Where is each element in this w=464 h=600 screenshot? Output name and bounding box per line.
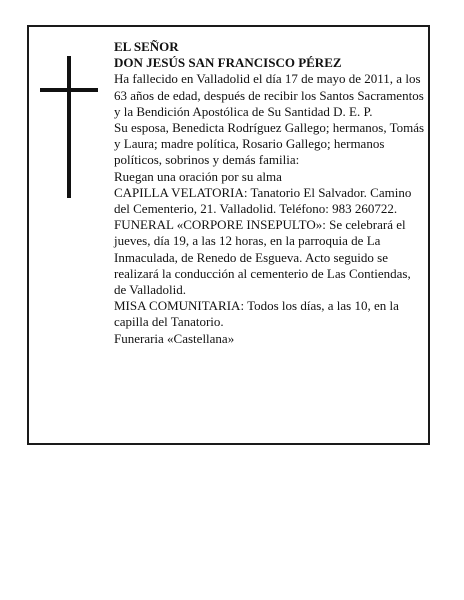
mass-info: MISA COMUNITARIA: Todos los días, a las 10, en la capilla del Tanatorio.: [114, 298, 399, 330]
funeral-info: FUNERAL «CORPORE INSEPULTO»: Se celebrará el jueves, día 19, a las 12 horas, en la parroquia de La Inmaculada, de Renedo de Esgueva. Acto seguido se realizará la conducción al cementerio de Las Contiendas, de Valladolid.: [114, 217, 411, 298]
latin-cross-icon: [40, 56, 96, 198]
family-list: Su esposa, Benedicta Rodríguez Gallego; hermanos, Tomás y Laura; madre política, Rosario Gallego; hermanos políticos, sobrinos y demás familia:: [114, 120, 425, 168]
deceased-name: DON JESÚS SAN FRANCISCO PÉREZ: [114, 55, 342, 71]
notice-text-block: [114, 39, 426, 347]
chapel-info: CAPILLA VELATORIA: Tanatorio El Salvador. Camino del Cementerio, 21. Valladolid. Teléfono: 983 260722.: [114, 184, 412, 217]
funeral-home: Funeraria «Castellana»: [114, 330, 235, 346]
notice-heading: EL SEÑOR: [114, 39, 179, 54]
cross-horizontal-bar: [40, 88, 98, 92]
prayer-request: Ruegan una oración por su alma: [114, 168, 282, 184]
cross-vertical-bar: [67, 56, 71, 198]
obituary-notice: [27, 25, 430, 445]
death-announcement: Ha fallecido en Valladolid el día 17 de mayo de 2011, a los 63 años de edad, después de recibir los Santos Sacramentos y la Bendición Apostólica de Su Santidad D. E. P.: [114, 71, 424, 119]
